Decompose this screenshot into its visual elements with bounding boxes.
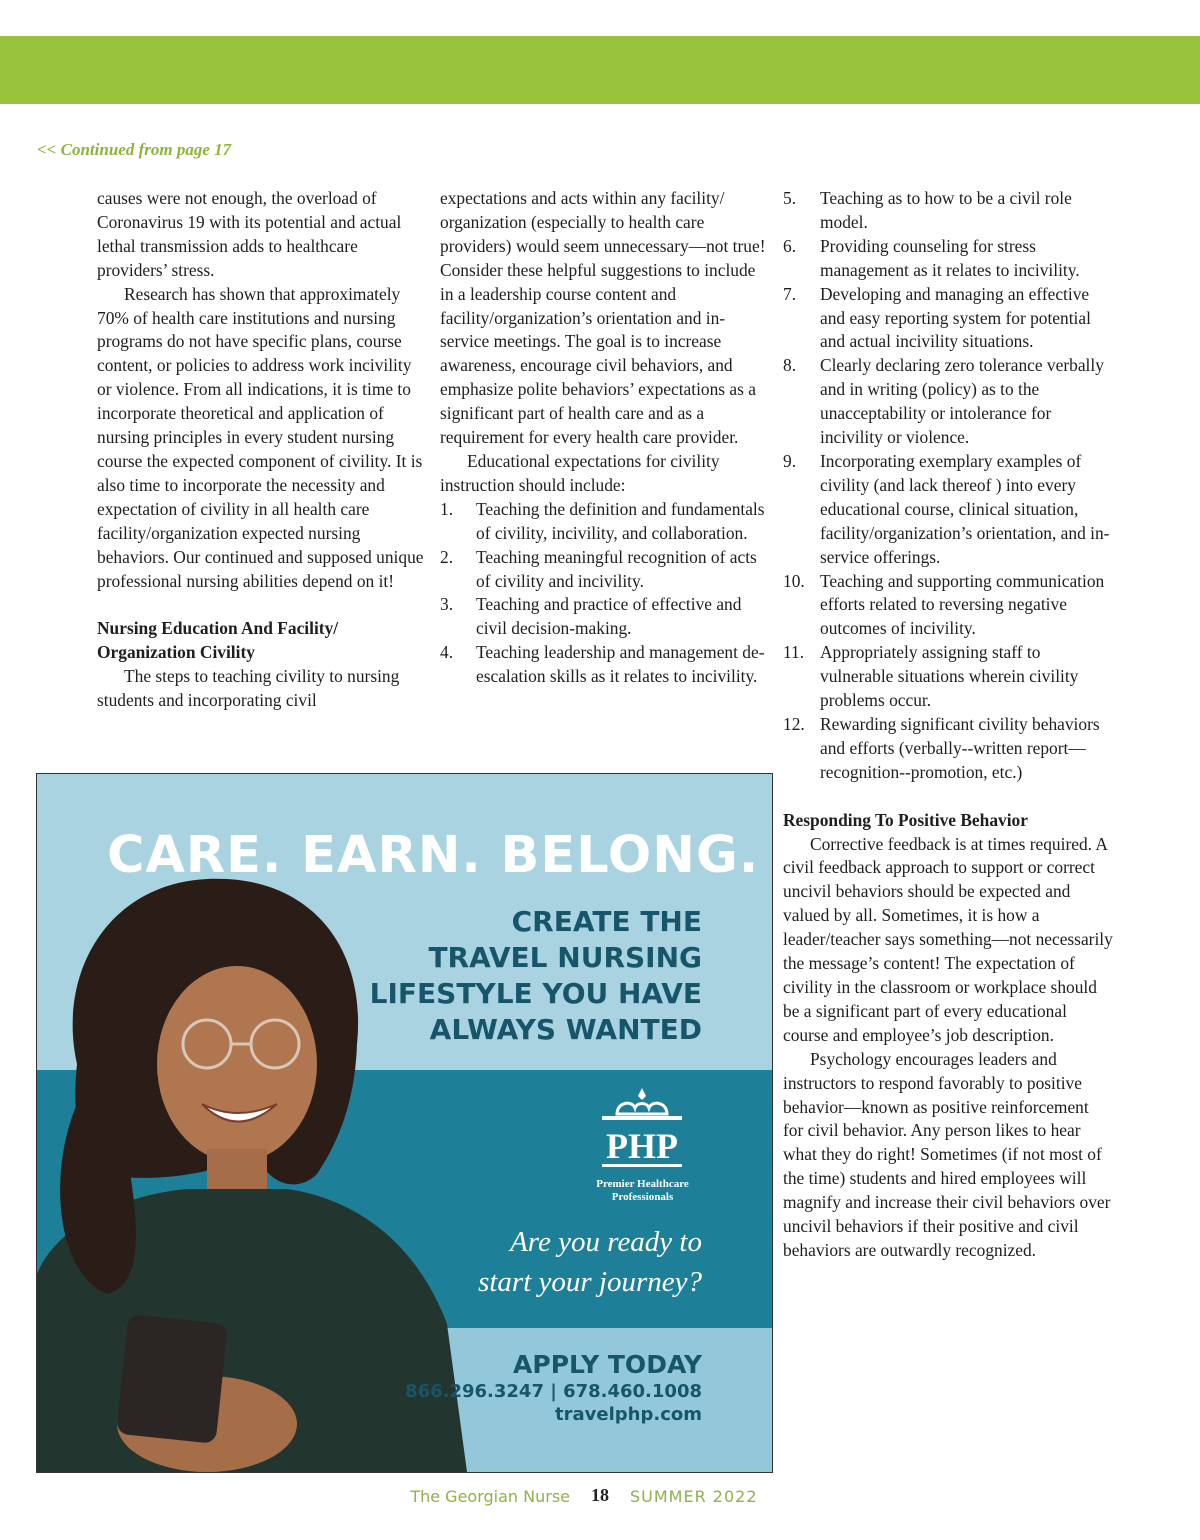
ad-contact [405, 1350, 702, 1426]
numbered-list [440, 498, 770, 689]
list-item: 7. Developing and managing an effective and easy reporting system for potential and actual incivility situations. [783, 283, 1091, 352]
list-item: 11. Appropriately assigning staff to vulnerable situations wherein civility problems occur. [783, 642, 1079, 711]
paragraph: Corrective feedback is at times required. A civil feedback approach to support or correct uncivil behaviors should be expected and valued by all. Sometimes, it is how a leader/teacher says something—not necessarily the message’s content! The expectation of civility in the classroom or workplace should be a significant part of every educational course and employee’s job description. [783, 833, 1113, 1045]
list-item: 6. Providing counseling for stress management as it relates to incivility. [783, 235, 1080, 280]
php-advertisement[interactable] [36, 773, 773, 1473]
list-item: 4. Teaching leadership and management de-escalation skills as it relates to incivility. [440, 642, 765, 687]
ad-subheadline: CREATE THE TRAVEL NURSING LIFESTYLE YOU HAVE ALWAYS WANTED [369, 905, 702, 1046]
ad-tagline: Are you ready to start your journey? [478, 1226, 702, 1298]
column-3 [783, 187, 1113, 1263]
section-heading: Nursing Education And Facility/ Organization Civility [97, 618, 339, 663]
list-item: 3. Teaching and practice of effective and civil decision-making. [440, 594, 742, 639]
page-footer [0, 1487, 1200, 1511]
continued-from-link[interactable]: << Continued from page 17 [37, 140, 232, 159]
list-item: 2. Teaching meaningful recognition of acts of civility and incivility. [440, 546, 757, 591]
paragraph: Educational expectations for civility instruction should include: [440, 450, 720, 495]
list-item: 8. Clearly declaring zero tolerance verbally and in writing (policy) as to the unacceptability or intolerance for incivility or violence. [783, 355, 1104, 448]
php-logo-icon [597, 1086, 687, 1178]
page-number: 18 [591, 1485, 609, 1505]
section-heading: Responding To Positive Behavior [783, 809, 1028, 830]
svg-text:PHP: PHP [606, 1126, 678, 1166]
phone-numbers[interactable]: 866.296.3247 | 678.460.1008 [405, 1381, 702, 1402]
paragraph: The steps to teaching civility to nursing students and incorporating civil [97, 666, 400, 711]
list-item: 9. Incorporating exemplary examples of civility (and lack thereof ) into every educational course, clinical situation, facility/organization’s orientation, and in-service offerings. [783, 450, 1110, 567]
list-item: 1. Teaching the definition and fundamentals of civility, incivility, and collaboration. [440, 498, 765, 543]
issue-label: SUMMER 2022 [630, 1487, 758, 1506]
header-bar [0, 36, 1200, 104]
ad-headline: CARE. EARN. BELONG. [107, 826, 760, 885]
publication-name: The Georgian Nurse [410, 1487, 570, 1506]
paragraph: expectations and acts within any facility/ organization (especially to health care providers) would seem unnecessary—not true! Consider these helpful suggestions to include in a leadership course content and facility/organization’s orientation and in-service meetings. The goal is to increase awareness, encourage civil behaviors, and emphasize polite behaviors’ expectations as a significant part of health care and as a requirement for every health care provider. [440, 188, 766, 448]
column-2 [440, 187, 770, 689]
website-link[interactable]: travelphp.com [555, 1404, 702, 1425]
paragraph: Psychology encourages leaders and instructors to respond favorably to positive behavior—known as positive reinforcement for civil behavior. Any person likes to hear what they do right! Sometimes (if not most of the time) students and hired employees will magnify and increase their civil behaviors over uncivil behaviors if their positive and civil behaviors are outwardly recognized. [783, 1048, 1111, 1260]
column-1 [97, 187, 427, 713]
paragraph: causes were not enough, the overload of Coronavirus 19 with its potential and actual lethal transmission adds to healthcare providers’ stress. [97, 188, 402, 280]
apply-today-text: APPLY TODAY [513, 1350, 702, 1379]
numbered-list [783, 187, 1113, 785]
paragraph: Research has shown that approximately 70% of health care institutions and nursing programs do not have specific plans, course content, or policies to address work incivility or violence. From all indications, it is time to incorporate theoretical and application of nursing principles in every student nursing course the expected component of civility. It is also time to incorporate the necessity and expectation of civility in all health care facility/organization expected nursing behaviors. Our continued and supposed unique professional nursing abilities depend on it! [97, 283, 424, 591]
list-item: 5. Teaching as to how to be a civil role model. [783, 188, 1072, 232]
list-item: 10. Teaching and supporting communication efforts related to reversing negative outcomes of incivility. [783, 570, 1105, 639]
list-item: 12. Rewarding significant civility behaviors and efforts (verbally--written report—recognition--promotion, etc.) [783, 713, 1100, 782]
php-logo-name: Premier Healthcare Professionals [596, 1178, 689, 1203]
